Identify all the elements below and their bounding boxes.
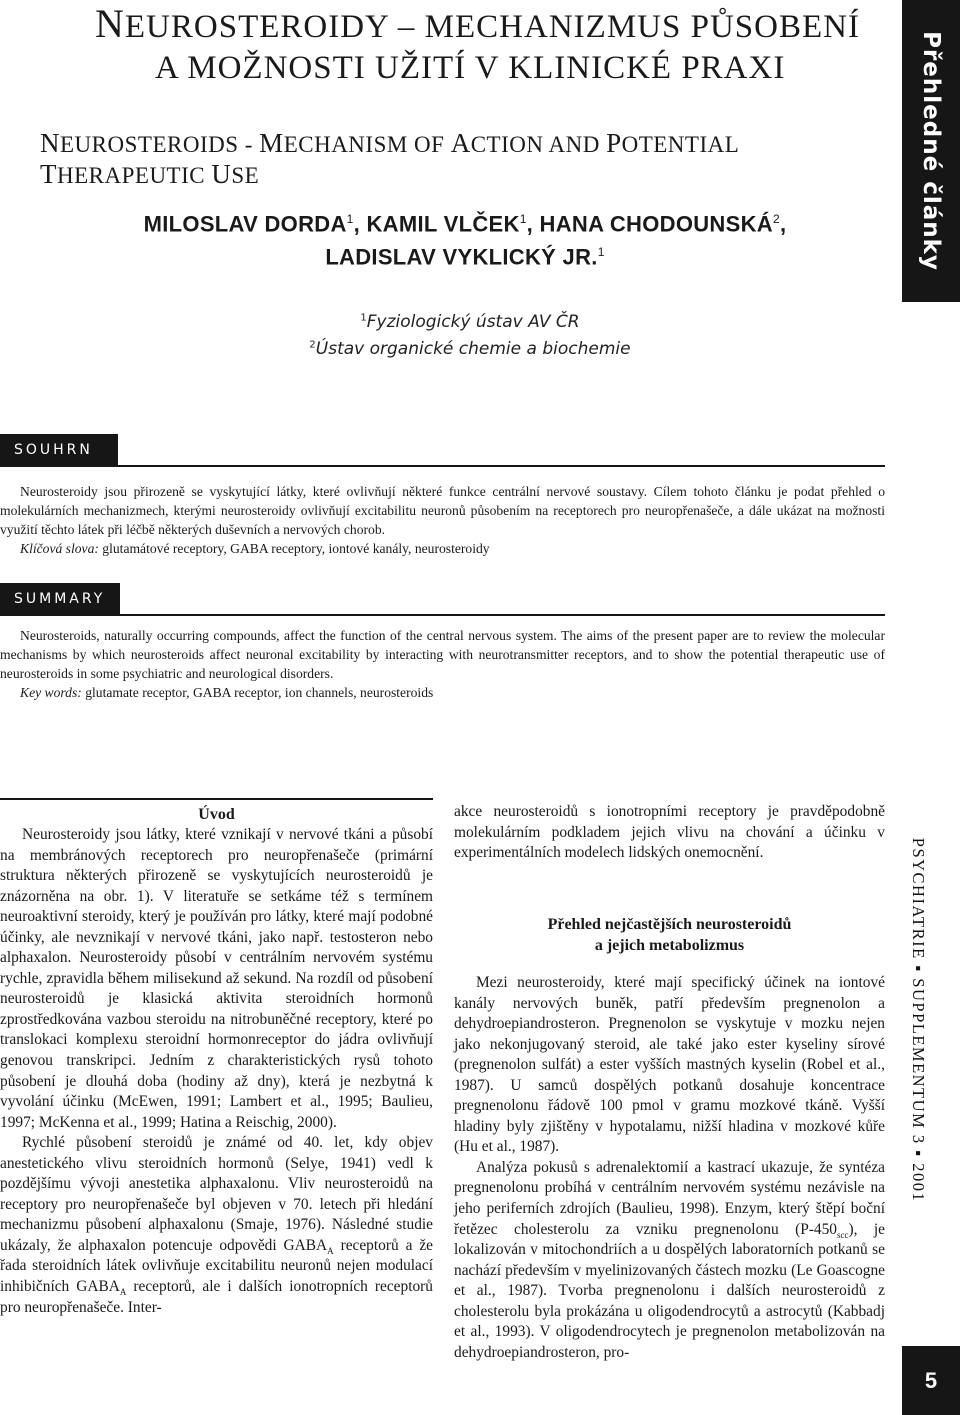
title-line-1: NEUROSTEROIDY – MECHANIZMUS PŮSOBENÍ xyxy=(95,1,860,46)
english-title: NEUROSTEROIDS - MECHANISM OF ACTION AND POTENTIAL THERAPEUTIC USE xyxy=(40,128,739,189)
author-name: LADISLAV VYKLICKÝ JR. xyxy=(325,244,598,270)
category-tab: Přehledné články xyxy=(902,0,960,302)
affiliation-1: $^1$Fyziologický ústav AV ČR xyxy=(360,312,580,332)
paragraph: Analýza pokusů s adrenalektomií a kastrací ukazuje, že syntéza pregnenolonu probíhá v centrálním nervovém systému nezávisle na jeho periferních zdrojích (Baulieu, 1998). Enzym, který štěpí boční řetězec cholesterolu za vzniku pregnenolonu $(P-450_{scc})$, je lokalizován v mitochondriích a u dospělých laboratorních potkanů se nachází především v myelinizovaných částech mozku (Le Goascogne et al., 1987). Tvorba pregnenolonu i dalších neurosteroidů z cholesterolu byla prokázána u oligodendrocytů a astrocytů (Kabbadj et al., 1993). V oligodendrocytech je pregnenolon metabolizován na dehydroepiandrosteron, pro- xyxy=(454,1158,885,1361)
title-line-2: A MOŽNOSTI UŽITÍ V KLINICKÉ PRAXI xyxy=(155,50,786,86)
intro-heading: Úvod xyxy=(198,806,235,823)
section-heading: Přehled nejčastějších neurosteroidů a jejich metabolizmus xyxy=(547,916,792,954)
body-column-right xyxy=(454,802,885,864)
souhrn-abstract: Neurosteroidy jsou přirozeně se vyskytující látky, které ovlivňují některé funkce centrální nervové soustavy. Cílem tohoto článku je podat přehled o molekulárních mechanizmech, kterými neurosteroidy ovlivňují excitabilitu neuronů působením na receptorech pro neuropřenašeče, a dále ukázat na možnosti využití těchto látek při léčbě některých duševních a nervových chorob. Klíčová slova: glutamátové receptory, GABA receptory, iontové kanály, neurosteroidy xyxy=(0,484,885,556)
intro-rule xyxy=(0,798,433,800)
paragraph: Mezi neurosteroidy, které mají specifický účinek na iontové kanály nervových buněk, patří především pregnenolon a dehydroepiandrosteron. Pregnenolon se vyskytuje v mozku nejen jako nekonjugovaný steroid, ale také jako ester kyseliny sírové (pregnenolon sulfát) a ester vyšších mastných kyselin (Robel et al., 1987). U samců dospělých potkanů dosahuje koncentrace pregnenolonu řádově 100 pmol v gramu mozkové tkáně. Vyšší hladiny byly zjištěny v hypotalamu, nižší hladina v mozkové kůře (Hu et al., 1987). xyxy=(454,974,885,1156)
paragraph: Neurosteroidy jsou látky, které vznikají v nervové tkáni a působí na membránových receptorech pro neuropřenašeče (primární struktura některých přirozeně se vyskytujících neurosteroidů je znázorněna na obr. 1). V literatuře se setkáme též s termínem neuroaktivní steroidy, který je používán pro látky, které mají podobné účinky, ale nevznikají v nervové tkáni, jako např. testosteron nebo alphaxalon. Neurosteroidy působí v centrálním nervovém systému rychle, zpravidla během milisekund až sekund. Na rozdíl od působení neurosteroidů je klasická aktivita steroidních hormonů zprostředkována vazbou steroidu na nitrobuněčné receptory, které po translokaci komplexu steroidní hormonreceptor do jádra ovlivňují genovou transkripci. Jedním z charakteristických rysů tohoto působení je dlouhá doba (hodiny až dny), která je nezbytná k vyvolání účinku (McEwen, 1991; Lambert et al., 1995; Baulieu, 1997; McKenna et al., 1999; Hatina a Reischig, 2000). xyxy=(0,826,433,1131)
summary-label: SUMMARY xyxy=(0,583,120,615)
paragraph: akce neurosteroidů s ionotropními receptory je pravděpodobně molekulárním podkladem jejich vlivu na chování a účinku v experimentálních modelech lidských onemocnění. xyxy=(454,803,885,862)
author-name: MILOSLAV DORDA xyxy=(143,211,347,237)
paragraph: Rychlé působení steroidů je známé od 40. let, kdy objev anestetického vlivu steroidních hormonů (Selye, 1941) vedl k pozdějšímu vývoji anestetika alphaxalonu. Vliv neurosteroidů na receptory pro neuropřenašeče byl objeven v 70. letech při hledání mechanizmu působení alphaxalonu (Smaje, 1976). Následné studie ukázaly, že alphaxalon potencuje odpovědi $GABA_A$ receptorů a že řada steroidních látek ovlivňuje excitabilitu neuronů nejen modulací inhibičních $GABA_A$ receptorů, ale i dalších ionotropních receptorů pro neuropřenašeče. Inter- xyxy=(0,1134,433,1316)
page-number: 5 xyxy=(902,1346,960,1415)
souhrn-rule xyxy=(0,465,885,467)
author-name: HANA CHODOUNSKÁ xyxy=(539,211,773,237)
body-column-left xyxy=(0,825,433,1318)
affiliation-2: $^2$Ústav organické chemie a biochemie xyxy=(309,339,631,359)
summary-rule xyxy=(0,614,885,616)
summary-abstract: Neurosteroids, naturally occurring compounds, affect the function of the central nervous system. The aims of the present paper are to review the molecular mechanisms by which neurosteroids affect neuronal excitability by interacting with neurotransmitter receptors, and to show the potential therapeutic use of neurosteroids in some psychiatric and neurological disorders. Key words: glutamate receptor, GABA receptor, ion channels, neurosteroids xyxy=(0,628,885,700)
author-list: MILOSLAV DORDA$^1$, KAMIL VLČEK$^1$, HANA CHODOUNSKÁ$^2$, LADISLAV VYKLICKÝ JR.$^1$ xyxy=(143,211,787,270)
body-column-right-cont xyxy=(454,973,885,1363)
souhrn-label: SOUHRN xyxy=(0,434,118,466)
author-name: KAMIL VLČEK xyxy=(366,211,520,237)
